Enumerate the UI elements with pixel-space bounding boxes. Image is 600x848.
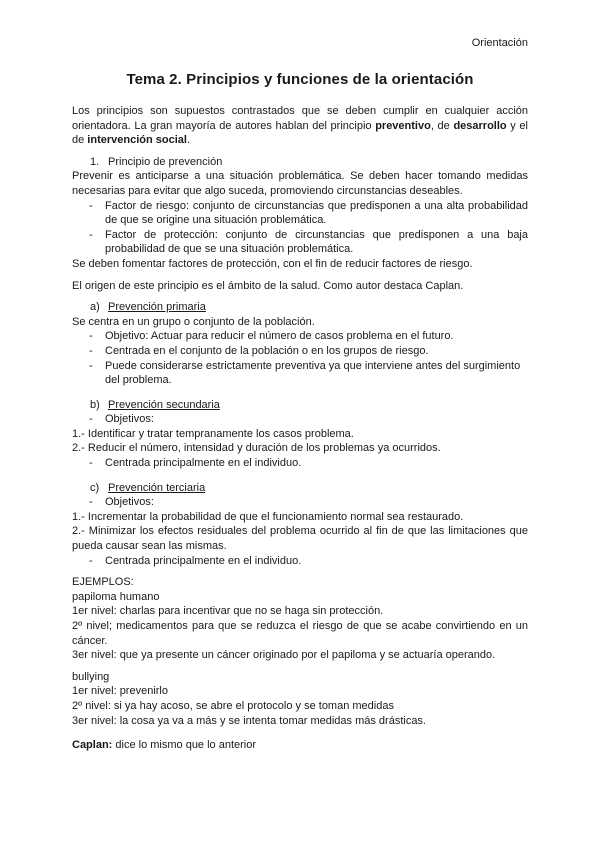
objetivo-line: 2.- Reducir el número, intensidad y duración de los problemas ya ocurridos.	[72, 442, 441, 455]
intro-text: y el de	[72, 119, 528, 147]
section-heading-prevencion: 1. Principio de prevención	[90, 155, 223, 168]
intro-bold-desarrollo: desarrollo	[453, 119, 507, 132]
caplan-note: Caplan: dice lo mismo que lo anterior	[72, 739, 257, 752]
example-line: bullying	[72, 670, 110, 683]
list-item: - Objetivos:	[89, 496, 154, 509]
list-item: - Centrada en el conjunto de la población o en los grupos de riesgo.	[89, 344, 429, 357]
objetivo-line: 1.- Identificar y tratar tempranamente los casos problema.	[72, 427, 354, 440]
intro-text: .	[186, 134, 191, 147]
example-line: 3er nivel: que ya presente un cáncer originado por el papiloma y se actuaría operando.	[72, 649, 496, 662]
section-heading-primaria: a) Prevención primaria	[90, 301, 206, 314]
primaria-description: Se centra en un grupo o conjunto de la población.	[72, 315, 315, 328]
example-line: 2º nivel; medicamentos para que se reduzca el riesgo de que se acabe convirtiendo en un cáncer.	[72, 620, 528, 647]
list-item: - Factor de riesgo: conjunto de circunstancias que predisponen a una alta probabilidad de que se origine una situación problemática.	[89, 199, 528, 227]
list-item: - Objetivos:	[89, 413, 154, 426]
section-heading-terciaria: c) Prevención terciaria	[90, 481, 206, 494]
ejemplos-heading: EJEMPLOS:	[72, 576, 134, 589]
page-title: Tema 2. Principios y funciones de la orientación	[126, 71, 474, 88]
list-item: - Factor de protección: conjunto de circunstancias que predisponen a una baja probabilidad de que se una situación problemática.	[89, 228, 528, 256]
section-heading-secundaria: b) Prevención secundaria	[90, 398, 220, 411]
example-line: 3er nivel: la cosa ya va a más y se intenta tomar medidas más drásticas.	[72, 714, 426, 727]
prevencion-conclusion: Se deben fomentar factores de protección, con el fin de reducir factores de riesgo.	[72, 257, 473, 270]
intro-paragraph	[72, 104, 528, 148]
intro-text: , de	[430, 119, 454, 132]
prevencion-description: Prevenir es anticiparse a una situación problemática. Se deben hacer tomando medidas necesarias para evitar que algo suceda, promoviendo circunstancias deseables.	[72, 170, 528, 197]
list-item: - Centrada principalmente en el individuo.	[89, 554, 302, 567]
page-header: Orientación	[471, 37, 528, 49]
list-item: - Puede considerarse estrictamente preventiva ya que interviene antes del surgimiento del problema.	[89, 359, 521, 387]
prevencion-origin: El origen de este principio es el ámbito de la salud. Como autor destaca Caplan.	[72, 279, 464, 292]
list-item: - Objetivo: Actuar para reducir el número de casos problema en el futuro.	[89, 330, 454, 343]
intro-bold-preventivo: preventivo	[375, 119, 431, 132]
objetivo-line: 1.- Incrementar la probabilidad de que el funcionamiento normal sea restaurado.	[72, 510, 464, 523]
document-body	[72, 104, 528, 753]
example-line: 2º nivel: si ya hay acoso, se abre el protocolo y se toman medidas	[72, 699, 394, 712]
intro-text: Los principios son supuestos contrastados que se deben cumplir en cualquier acción orientadora. La gran mayoría de autores hablan del principio	[72, 105, 528, 132]
caplan-label: Caplan:	[72, 739, 113, 752]
list-item: - Centrada principalmente en el individuo.	[89, 457, 302, 470]
intro-bold-intervencion: intervención social	[87, 134, 187, 147]
objetivo-line: 2.- Minimizar los efectos residuales del problema ocurrido al fin de que las limitaciones que pueda causar sean las mismas.	[72, 525, 528, 553]
example-line: 1er nivel: charlas para incentivar que no se haga sin protección.	[72, 605, 384, 618]
example-line: papiloma humano	[72, 590, 160, 603]
example-line: 1er nivel: prevenirlo	[72, 685, 168, 698]
